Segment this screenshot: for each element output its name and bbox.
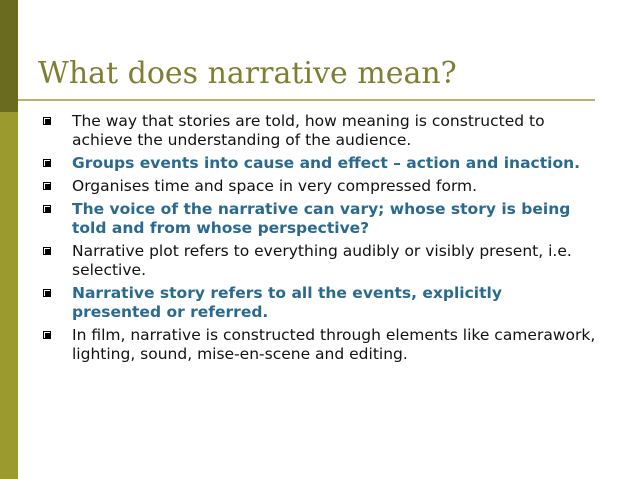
square-bullet-icon bbox=[42, 204, 51, 213]
list-item bbox=[36, 112, 596, 150]
square-bullet-icon bbox=[42, 288, 51, 297]
list-item bbox=[36, 284, 596, 322]
title-divider bbox=[18, 99, 595, 101]
sidebar-accent-light bbox=[0, 112, 18, 479]
square-bullet-icon bbox=[42, 158, 51, 167]
list-item bbox=[36, 177, 596, 196]
bullet-text: Narrative plot refers to everything audibly or visibly present, i.e. selective. bbox=[72, 242, 572, 279]
slide-title: What does narrative mean? bbox=[38, 56, 457, 91]
list-item bbox=[36, 242, 596, 280]
square-bullet-icon bbox=[42, 116, 51, 125]
bullet-text: The voice of the narrative can vary; whose story is being told and from whose perspective? bbox=[72, 200, 571, 237]
list-item bbox=[36, 200, 596, 238]
bullet-text: In film, narrative is constructed through elements like camerawork, lighting, sound, mise-en-scene and editing. bbox=[72, 326, 596, 363]
list-item bbox=[36, 326, 596, 364]
square-bullet-icon bbox=[42, 246, 51, 255]
square-bullet-icon bbox=[42, 330, 51, 339]
bullet-text: Organises time and space in very compressed form. bbox=[72, 177, 478, 195]
bullet-list bbox=[36, 112, 596, 368]
bullet-text: Narrative story refers to all the events, explicitly presented or referred. bbox=[72, 284, 502, 321]
bullet-text: The way that stories are told, how meaning is constructed to achieve the understanding of the audience. bbox=[72, 112, 545, 149]
bullet-text: Groups events into cause and effect – action and inaction. bbox=[72, 154, 581, 172]
square-bullet-icon bbox=[42, 181, 51, 190]
sidebar-accent-dark bbox=[0, 0, 18, 112]
list-item bbox=[36, 154, 596, 173]
